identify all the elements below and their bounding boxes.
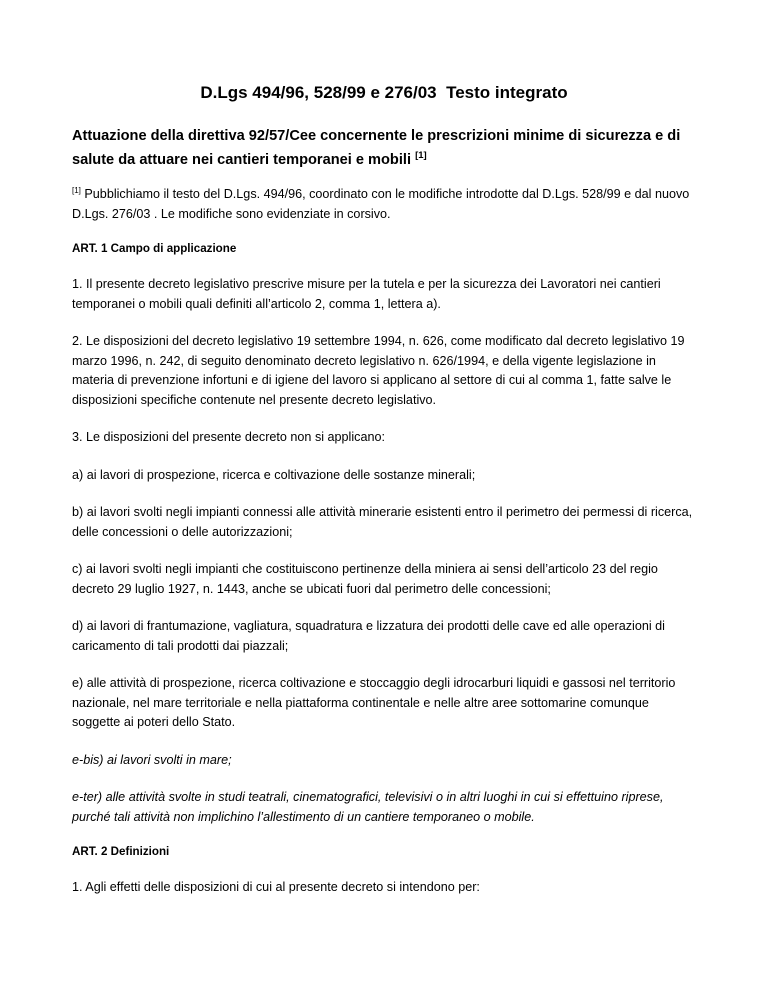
article-1-item-a: a) ai lavori di prospezione, ricerca e coltivazione delle sostanze minerali; <box>72 467 476 482</box>
article-2-paragraph-1: 1. Agli effetti delle disposizioni di cui al presente decreto si intendono per: <box>72 880 480 894</box>
article-1-item-e-ter: e-ter) alle attività svolte in studi teatrali, cinematografici, televisivi o in altri luoghi in cui si effettuino riprese, purché tali attività non implichino l’allestimento di un cantiere temporaneo o mobile. <box>72 790 664 824</box>
document-subtitle <box>72 124 696 172</box>
document-title: D.Lgs 494/96, 528/99 e 276/03 Testo integrato <box>200 83 568 102</box>
article-2-heading: ART. 2 Definizioni <box>72 845 170 858</box>
article-1-item-e: e) alle attività di prospezione, ricerca coltivazione e stoccaggio degli idrocarburi liquidi e gassosi nel territorio nazionale, nel mare territoriale e nella piattaforma continentale e nelle altre aree sottomarine comunque soggette ai poteri dello Stato. <box>72 676 676 729</box>
footnote-text: Pubblichiamo il testo del D.Lgs. 494/96, coordinato con le modifiche introdotte dal D.Lgs. 528/99 e dal nuovo D.Lgs. 276/03 . Le modifiche sono evidenziate in corsivo. <box>72 187 690 221</box>
footnote-reference[interactable]: [1] <box>415 150 427 162</box>
article-1-paragraph-3: 3. Le disposizioni del presente decreto non si applicano: <box>72 430 385 444</box>
footnote <box>72 185 696 224</box>
subtitle-text: Attuazione della direttiva 92/57/Cee concernente le prescrizioni minime di sicurezza e di salute da attuare nei cantieri temporanei e mobili <box>72 128 681 168</box>
article-1-heading: ART. 1 Campo di applicazione <box>72 242 237 255</box>
article-1-item-d: d) ai lavori di frantumazione, vagliatura, squadratura e lizzatura dei prodotti delle cave ed alle operazioni di caricamento di tali prodotti dai piazzali; <box>72 619 665 653</box>
article-1-item-e-bis: e-bis) ai lavori svolti in mare; <box>72 752 232 767</box>
article-1-paragraph-2: 2. Le disposizioni del decreto legislativo 19 settembre 1994, n. 626, come modificato dal decreto legislativo 19 marzo 1996, n. 242, di seguito denominato decreto legislativo n. 626/1994, e della vigente legislazione in materia di prevenzione infortuni e di igiene del lavoro si applicano al settore di cui al comma 1, fatte salve le disposizioni specifiche contenute nel presente decreto legislativo. <box>72 334 685 407</box>
footnote-marker: [1] <box>72 185 81 195</box>
article-1-item-c: c) ai lavori svolti negli impianti che costituiscono pertinenze della miniera ai sensi dell’articolo 23 del regio decreto 29 luglio 1927, n. 1443, anche se ubicati fuori dal perimetro delle concessioni; <box>72 562 658 596</box>
article-1-paragraph-1: 1. Il presente decreto legislativo prescrive misure per la tutela e per la sicurezza dei Lavoratori nei cantieri temporanei o mobili quali definiti all’articolo 2, comma 1, lettera a). <box>72 277 661 311</box>
article-1-item-b: b) ai lavori svolti negli impianti connessi alle attività minerarie esistenti entro il perimetro dei permessi di ricerca, delle concessioni o delle autorizzazioni; <box>72 505 693 539</box>
